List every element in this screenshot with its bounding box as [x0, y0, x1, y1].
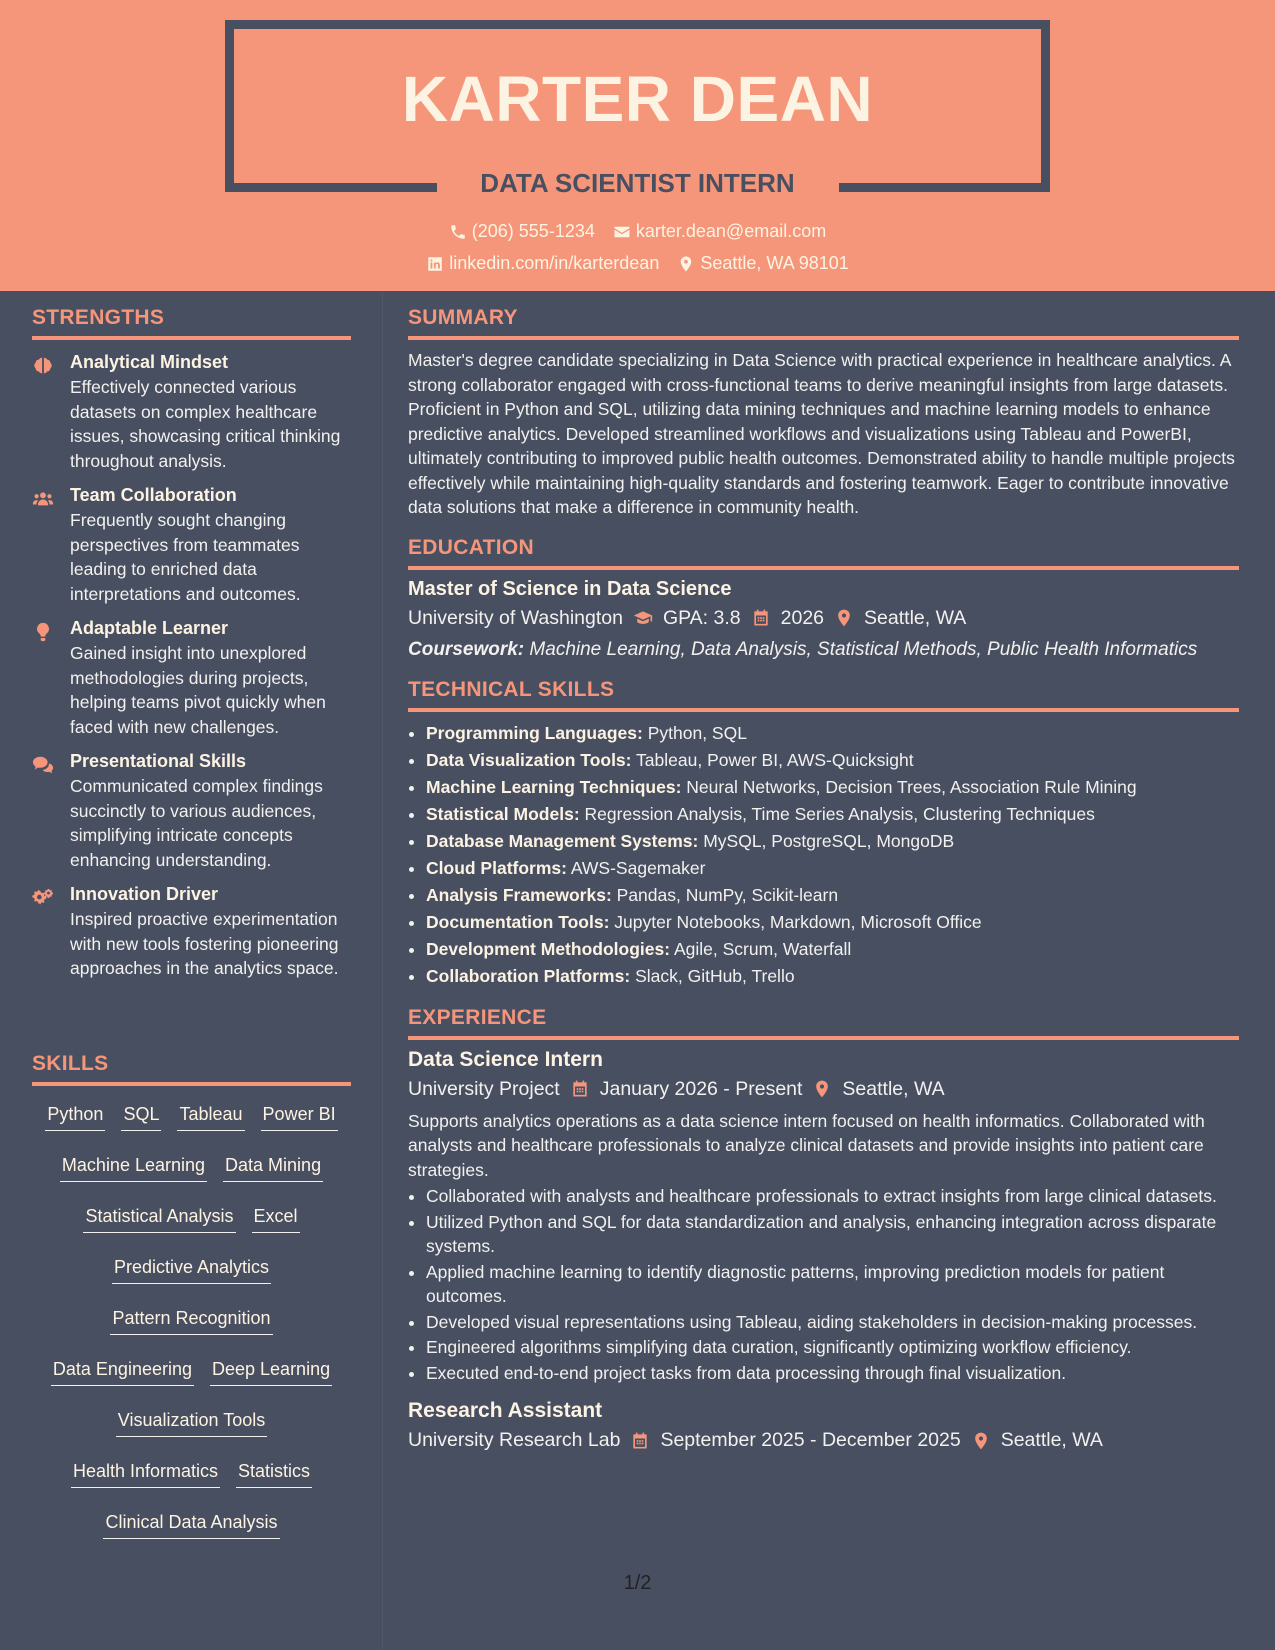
page-number: 1/2 [623, 1572, 652, 1594]
list-item: • Collaboration Platforms: Slack, GitHub, Trello [426, 963, 1239, 990]
job-title: Data Science Intern [408, 1047, 603, 1071]
education-heading: EDUCATION [408, 535, 534, 559]
section-rule [408, 566, 1239, 570]
strength-item [32, 618, 351, 739]
job-org: University Research Lab [408, 1429, 621, 1451]
job-meta [408, 1429, 1239, 1452]
experience-heading: EXPERIENCE [408, 1005, 547, 1029]
job-dates: September 2025 - December 2025 [660, 1429, 961, 1451]
job-location: Seattle, WA [1000, 1429, 1103, 1451]
technical-skills-section [408, 678, 1239, 990]
school-location: Seattle, WA [864, 606, 967, 629]
list-item: • Engineered algorithms simplifying data curation, significantly optimizing workflow efficiency. [426, 1335, 1239, 1360]
education-meta [408, 607, 1239, 630]
education-section [408, 536, 1239, 662]
list-item: • Collaborated with analysts and healthcare professionals to extract insights from large clinical datasets. [426, 1184, 1239, 1209]
strength-title: Analytical Mindset [70, 352, 229, 372]
linkedin-contact[interactable] [426, 253, 659, 274]
email-contact[interactable] [613, 221, 826, 242]
header-banner [0, 0, 1275, 291]
strength-description: Inspired proactive experimentation with new tools fostering pioneering approaches in the analytics space. [70, 909, 339, 978]
map-pin-icon [812, 1079, 832, 1099]
graduation-year: 2026 [780, 606, 825, 629]
skill-chip: SQL [121, 1096, 161, 1131]
section-rule [32, 336, 351, 340]
location-text: Seattle, WA 98101 [700, 253, 849, 273]
list-item: • Statistical Models: Regression Analysis, Time Series Analysis, Clustering Techniques [426, 801, 1239, 828]
linkedin-text[interactable]: linkedin.com/in/karterdean [449, 253, 660, 273]
skill-chip: Pattern Recognition [110, 1300, 272, 1335]
summary-section [408, 306, 1239, 520]
section-rule [408, 336, 1239, 340]
list-item: • Machine Learning Techniques: Neural Networks, Decision Trees, Association Rule Mining [426, 774, 1239, 801]
brain-icon [32, 355, 54, 377]
strength-title: Innovation Driver [70, 884, 219, 904]
section-rule [408, 708, 1239, 712]
skill-chip: Visualization Tools [116, 1402, 267, 1437]
experience-section [408, 1006, 1239, 1453]
skills-heading: SKILLS [32, 1052, 109, 1075]
skills-section [32, 1052, 351, 1539]
skill-chip: Power BI [261, 1096, 338, 1131]
skill-chip: Deep Learning [210, 1351, 332, 1386]
strength-item [32, 884, 351, 981]
coursework [408, 638, 1239, 662]
job-location: Seattle, WA [842, 1077, 945, 1100]
list-item: • Data Visualization Tools: Tableau, Power BI, AWS-Quicksight [426, 747, 1239, 774]
gears-icon [32, 887, 54, 909]
list-item: • Cloud Platforms: AWS-Sagemaker [426, 855, 1239, 882]
candidate-name: KARTER DEAN [401, 63, 874, 135]
coursework-list: Machine Learning, Data Analysis, Statistical Methods, Public Health Informatics [529, 638, 1198, 660]
skill-chip: Python [45, 1096, 105, 1131]
strengths-section [32, 306, 351, 981]
job-dates: January 2026 - Present [599, 1077, 803, 1100]
skill-chip: Predictive Analytics [112, 1249, 271, 1284]
map-pin-icon [971, 1431, 991, 1451]
list-item: • Utilized Python and SQL for data standardization and analysis, enhancing integration across disparate systems. [426, 1210, 1239, 1259]
email-text[interactable]: karter.dean@email.com [635, 221, 827, 241]
strength-description: Frequently sought changing perspectives from teammates leading to enriched data interpretations and outcomes. [70, 510, 301, 604]
list-item: • Developed visual representations using Tableau, aiding stakeholders in decision-making processes. [426, 1310, 1239, 1335]
summary-heading: SUMMARY [408, 306, 518, 329]
coursework-label: Coursework: [408, 638, 525, 660]
section-rule [32, 1082, 351, 1086]
skill-chip: Statistical Analysis [83, 1198, 235, 1233]
envelope-icon [613, 223, 631, 241]
contact-row-2 [0, 253, 1275, 274]
graduation-cap-icon [633, 608, 653, 628]
map-pin-icon [834, 608, 854, 628]
calendar-icon [570, 1079, 590, 1099]
list-item: • Executed end-to-end project tasks from data processing through final visualization. [426, 1361, 1239, 1386]
job-bullets [408, 1184, 1239, 1385]
strength-item [32, 485, 351, 606]
job-title: Research Assistant [408, 1399, 603, 1422]
phone-text: (206) 555-1234 [471, 221, 595, 241]
calendar-icon [751, 608, 771, 628]
job-org: University Project [408, 1077, 560, 1100]
users-icon [32, 488, 54, 510]
job-title: DATA SCIENTIST INTERN [480, 168, 795, 198]
skill-chip: Tableau [177, 1096, 244, 1131]
job-meta [408, 1078, 1239, 1101]
location-contact [677, 253, 848, 274]
phone-icon [449, 223, 467, 241]
technical-skills-heading: TECHNICAL SKILLS [408, 677, 615, 701]
skill-chip: Health Informatics [71, 1453, 220, 1488]
map-pin-icon [677, 255, 695, 273]
list-item: • Analysis Frameworks: Pandas, NumPy, Scikit-learn [426, 882, 1239, 909]
list-item: • Applied machine learning to identify diagnostic patterns, improving prediction models for patient outcomes. [426, 1260, 1239, 1309]
phone-contact [449, 221, 595, 242]
skill-chip: Machine Learning [60, 1147, 207, 1182]
list-item: • Database Management Systems: MySQL, PostgreSQL, MongoDB [426, 828, 1239, 855]
strength-title: Team Collaboration [70, 485, 237, 505]
linkedin-icon [426, 255, 444, 273]
strength-description: Effectively connected various datasets on complex healthcare issues, showcasing critical thinking throughout analysis. [70, 377, 341, 471]
skill-chip: Statistics [236, 1453, 312, 1488]
school-name: University of Washington [408, 606, 623, 629]
skills-chips [32, 1096, 351, 1539]
list-item: • Programming Languages: Python, SQL [426, 720, 1239, 747]
strength-item [32, 751, 351, 872]
skill-chip: Data Mining [223, 1147, 323, 1182]
contact-row-1 [0, 221, 1275, 242]
calendar-icon [630, 1431, 650, 1451]
strength-item [32, 352, 351, 473]
list-item: • Development Methodologies: Agile, Scrum, Waterfall [426, 936, 1239, 963]
strength-description: Gained insight into unexplored methodologies during projects, helping teams pivot quickly when faced with new challenges. [70, 643, 326, 737]
strength-description: Communicated complex findings succinctly to various audiences, simplifying intricate concepts enhancing understanding. [70, 776, 323, 870]
degree-title: Master of Science in Data Science [408, 577, 732, 600]
strength-title: Presentational Skills [70, 751, 247, 771]
skill-chip: Data Engineering [51, 1351, 194, 1386]
strengths-heading: STRENGTHS [32, 306, 165, 329]
comments-icon [32, 754, 54, 776]
summary-text: Master's degree candidate specializing in Data Science with practical experience in healthcare analytics. A strong collaborator engaged with cross-functional teams to derive meaningful insights from large datasets. Proficient in Python and SQL, utilizing data mining techniques and machine learning models to enhance predictive analytics. Developed streamlined workflows and visualizations using Tableau and PowerBI, ultimately contributing to improved public health outcomes. Demonstrated ability to handle multiple projects effectively while maintaining high-quality standards and fostering teamwork. Eager to contribute innovative data solutions that make a difference in community health. [408, 350, 1235, 517]
list-item: • Documentation Tools: Jupyter Notebooks, Markdown, Microsoft Office [426, 909, 1239, 936]
section-rule [408, 1036, 1239, 1040]
lightbulb-icon [32, 621, 54, 643]
skill-chip: Clinical Data Analysis [103, 1504, 279, 1539]
skill-chip: Excel [252, 1198, 300, 1233]
strength-title: Adaptable Learner [70, 618, 229, 638]
job-summary: Supports analytics operations as a data science intern focused on health informatics. Collaborated with analysts and healthcare professionals to analyze clinical datasets and provide insights into patient care strategies. [408, 1110, 1205, 1180]
main-column [408, 306, 1239, 1452]
technical-skills-list [408, 720, 1239, 990]
gpa: GPA: 3.8 [662, 606, 741, 629]
